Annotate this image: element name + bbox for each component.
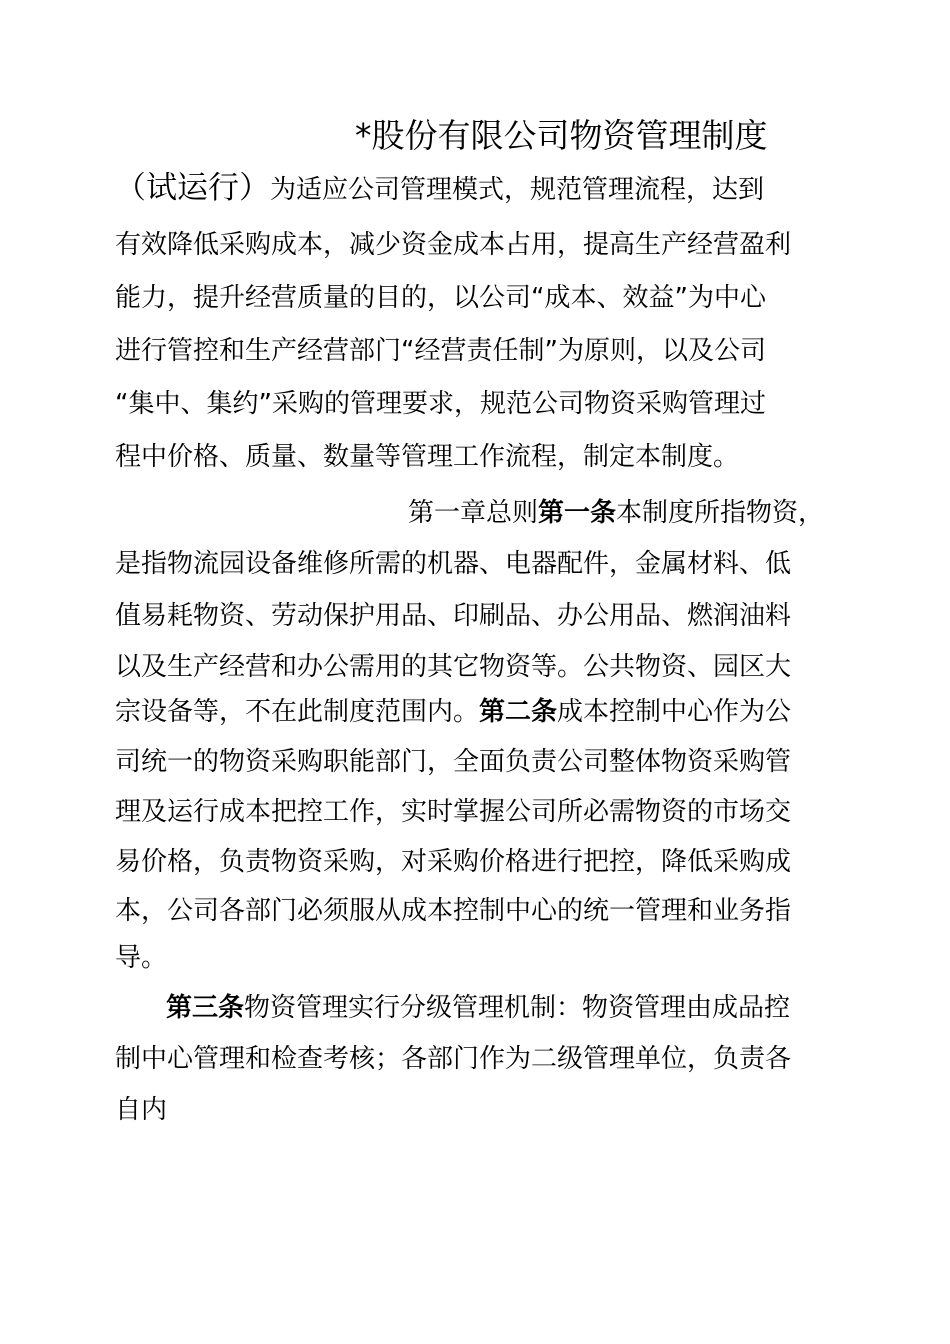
article3-line [166, 992, 835, 1024]
article2-text: 成本控制中心作为公 [557, 697, 792, 727]
article1-line: 值易耗物资、劳动保护用品、印刷品、办公用品、燃润油料 [115, 601, 792, 631]
article3-line: 自内 [115, 1095, 168, 1125]
article2-line: 导。 [115, 943, 168, 973]
article1-line: 是指物流园设备维修所需的机器、电器配件，金属材料、低 [115, 549, 792, 579]
article3-text: 物资管理实行分级管理机制：物资管理由成品控 [244, 993, 791, 1023]
intro-line: 程中价格、质量、数量等管理工作流程，制定本制度。 [115, 442, 740, 472]
intro-line: 能力，提升经营质量的目的，以公司“成本、效益”为中心 [115, 283, 766, 313]
article1-text: 本制度所指物资， [616, 498, 825, 528]
article3-line: 制中心管理和检查考核；各部门作为二级管理单位，负责各 [115, 1044, 792, 1074]
intro-line: 进行管控和生产经营部门“经营责任制”为原则，以及公司 [115, 336, 766, 366]
chapter1-heading: 第一章总则 [408, 498, 539, 528]
intro-line [115, 172, 835, 206]
article2-line [115, 696, 835, 728]
intro-line: 有效降低采购成本，减少资金成本占用，提高生产经营盈利 [115, 230, 792, 260]
article1-text: 宗设备等，不在此制度范围内。 [115, 697, 480, 727]
article2-line: 本，公司各部门必须服从成本控制中心的统一管理和业务指 [115, 896, 792, 926]
article2-label: 第二条 [479, 697, 558, 727]
article3-label: 第三条 [166, 993, 245, 1023]
article1-line [408, 497, 835, 529]
document-title: *股份有限公司物资管理制度 [355, 116, 768, 155]
intro-text: 为适应公司管理模式，规范管理流程，达到 [270, 175, 765, 205]
article2-line: 理及运行成本把控工作，实时掌握公司所必需物资的市场交 [115, 797, 792, 827]
intro-line: “集中、集约”采购的管理要求，规范公司物资采购管理过 [115, 389, 766, 419]
document-subtitle: （试运行） [115, 172, 270, 206]
article2-line: 易价格，负责物资采购，对采购价格进行把控，降低采购成 [115, 847, 792, 877]
article1-label: 第一条 [538, 498, 617, 528]
article2-line: 司统一的物资采购职能部门，全面负责公司整体物资采购管 [115, 747, 792, 777]
article1-line: 以及生产经营和办公需用的其它物资等。公共物资、园区大 [115, 652, 792, 682]
